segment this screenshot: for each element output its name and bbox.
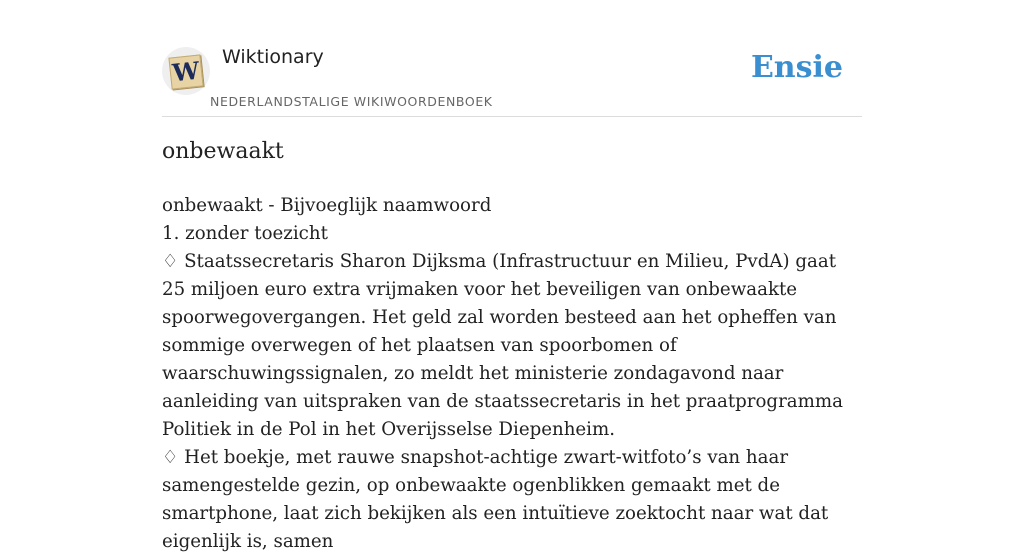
example-sentence: ♢ Het boekje, met rauwe snapshot-achtige zwart-witfoto’s van haar samengestelde gezin, op onbewaakte ogenblikken gemaakt met de smartphone, laat zich bekijken als een intuïtieve zoektocht naar wat dat eigenlijk is, samen <box>162 447 829 552</box>
site-subtitle: NEDERLANDSTALIGE WIKIWOORDENBOEK <box>210 94 493 109</box>
wiktionary-logo-icon[interactable] <box>162 47 210 95</box>
word-class-line: onbewaakt - Bijvoeglijk naamwoord <box>162 195 492 216</box>
logo-letter: W <box>171 55 201 88</box>
site-header <box>162 44 862 117</box>
example-sentence: ♢ Staatssecretaris Sharon Dijksma (Infrastructuur en Milieu, PvdA) gaat 25 miljoen euro extra vrijmaken voor het beveiligen van onbewaakte spoorwegovergangen. Het geld zal worden besteed aan het opheffen van sommige overwegen of het plaatsen van spoorbomen of waarschuwingssignalen, zo meldt het ministerie zondagavond naar aanleiding van uitspraken van de staatssecretaris in het praatprogramma Politiek in de Pol in het Overijsselse Diepenheim. <box>162 251 843 440</box>
ensie-brand-link[interactable]: Ensie <box>750 50 843 85</box>
definition-line: 1. zonder toezicht <box>162 223 328 244</box>
entry-content <box>162 192 862 556</box>
logo-tile <box>168 54 203 89</box>
site-name[interactable]: Wiktionary <box>222 46 324 68</box>
page-title: onbewaakt <box>162 139 284 164</box>
